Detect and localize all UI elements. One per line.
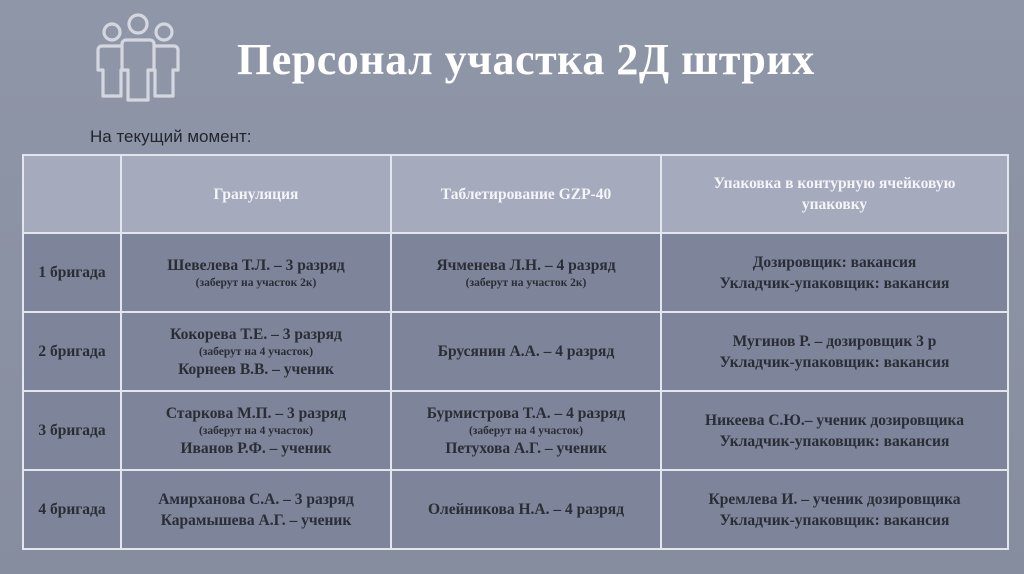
staff-note: (заберут на 4 участок)	[198, 424, 314, 437]
packing-cell	[661, 391, 1008, 470]
tableting-cell	[391, 391, 661, 470]
staff-line: Бурмистрова Т.А. – 4 разряд	[426, 404, 626, 422]
staff-line: Ячменева Л.Н. – 4 разряд	[436, 257, 616, 274]
people-group-icon	[88, 10, 188, 106]
table-row	[23, 233, 1008, 312]
brigade-cell: 1 бригада	[23, 233, 121, 312]
table-header-row	[23, 155, 1008, 233]
header-cell-granulation: Грануляция	[121, 155, 391, 233]
header-cell-packing: Упаковка в контурную ячейковую упаковку	[661, 155, 1008, 233]
staff-line: Брусянин А.А. – 4 разряд	[437, 343, 615, 360]
packing-cell	[661, 470, 1008, 549]
staff-line: Укладчик-упаковщик: вакансия	[719, 432, 950, 450]
brigade-cell: 2 бригада	[23, 312, 121, 391]
brigade-cell: 4 бригада	[23, 470, 121, 549]
staff-line: Петухова А.Г. – ученик	[445, 439, 607, 457]
table-row	[23, 470, 1008, 549]
staff-line: Укладчик-упаковщик: вакансия	[719, 353, 950, 371]
granulation-cell	[121, 470, 391, 549]
staff-line: Иванов Р.Ф. – ученик	[180, 439, 332, 457]
staff-table	[22, 154, 1009, 550]
granulation-cell	[121, 391, 391, 470]
staff-line: Кремлева И. – ученик дозировщика	[708, 490, 961, 508]
staff-line: Корнеев В.В. – ученик	[178, 360, 334, 378]
tableting-cell	[391, 470, 661, 549]
table-row	[23, 391, 1008, 470]
packing-cell	[661, 312, 1008, 391]
staff-note: (заберут на участок 2к)	[465, 277, 587, 289]
staff-line: Амирханова С.А. – 3 разряд	[158, 490, 354, 508]
header-cell-tableting: Таблетирование GZP-40	[391, 155, 661, 233]
granulation-cell	[121, 233, 391, 312]
tableting-cell	[391, 233, 661, 312]
staff-line: Никеева С.Ю.– ученик дозировщика	[705, 411, 964, 429]
tableting-cell	[391, 312, 661, 391]
staff-line: Укладчик-упаковщик: вакансия	[719, 511, 950, 529]
staff-note: (заберут на участок 2к)	[195, 277, 317, 289]
staff-line: Шевелева Т.Л. – 3 разряд	[167, 257, 345, 274]
staff-line: Укладчик-упаковщик: вакансия	[719, 274, 950, 292]
table-row	[23, 312, 1008, 391]
page-title: Персонал участка 2Д штрих	[237, 35, 815, 84]
header-cell-blank	[23, 155, 121, 233]
staff-note: (заберут на 4 участок)	[198, 345, 314, 358]
granulation-cell	[121, 312, 391, 391]
staff-line: Дозировщик: вакансия	[752, 253, 917, 271]
staff-line: Кокорева Т.Е. – 3 разряд	[170, 325, 342, 343]
staff-line: Старкова М.П. – 3 разряд	[165, 404, 347, 422]
packing-cell	[661, 233, 1008, 312]
staff-line: Олейникова Н.А. – 4 разряд	[427, 501, 625, 518]
staff-line: Мугинов Р. – дозировщик 3 р	[732, 332, 937, 350]
staff-line: Карамышева А.Г. – ученик	[160, 511, 352, 529]
staff-note: (заберут на 4 участок)	[468, 424, 584, 437]
subtitle: На текущий момент:	[90, 127, 252, 146]
brigade-cell: 3 бригада	[23, 391, 121, 470]
